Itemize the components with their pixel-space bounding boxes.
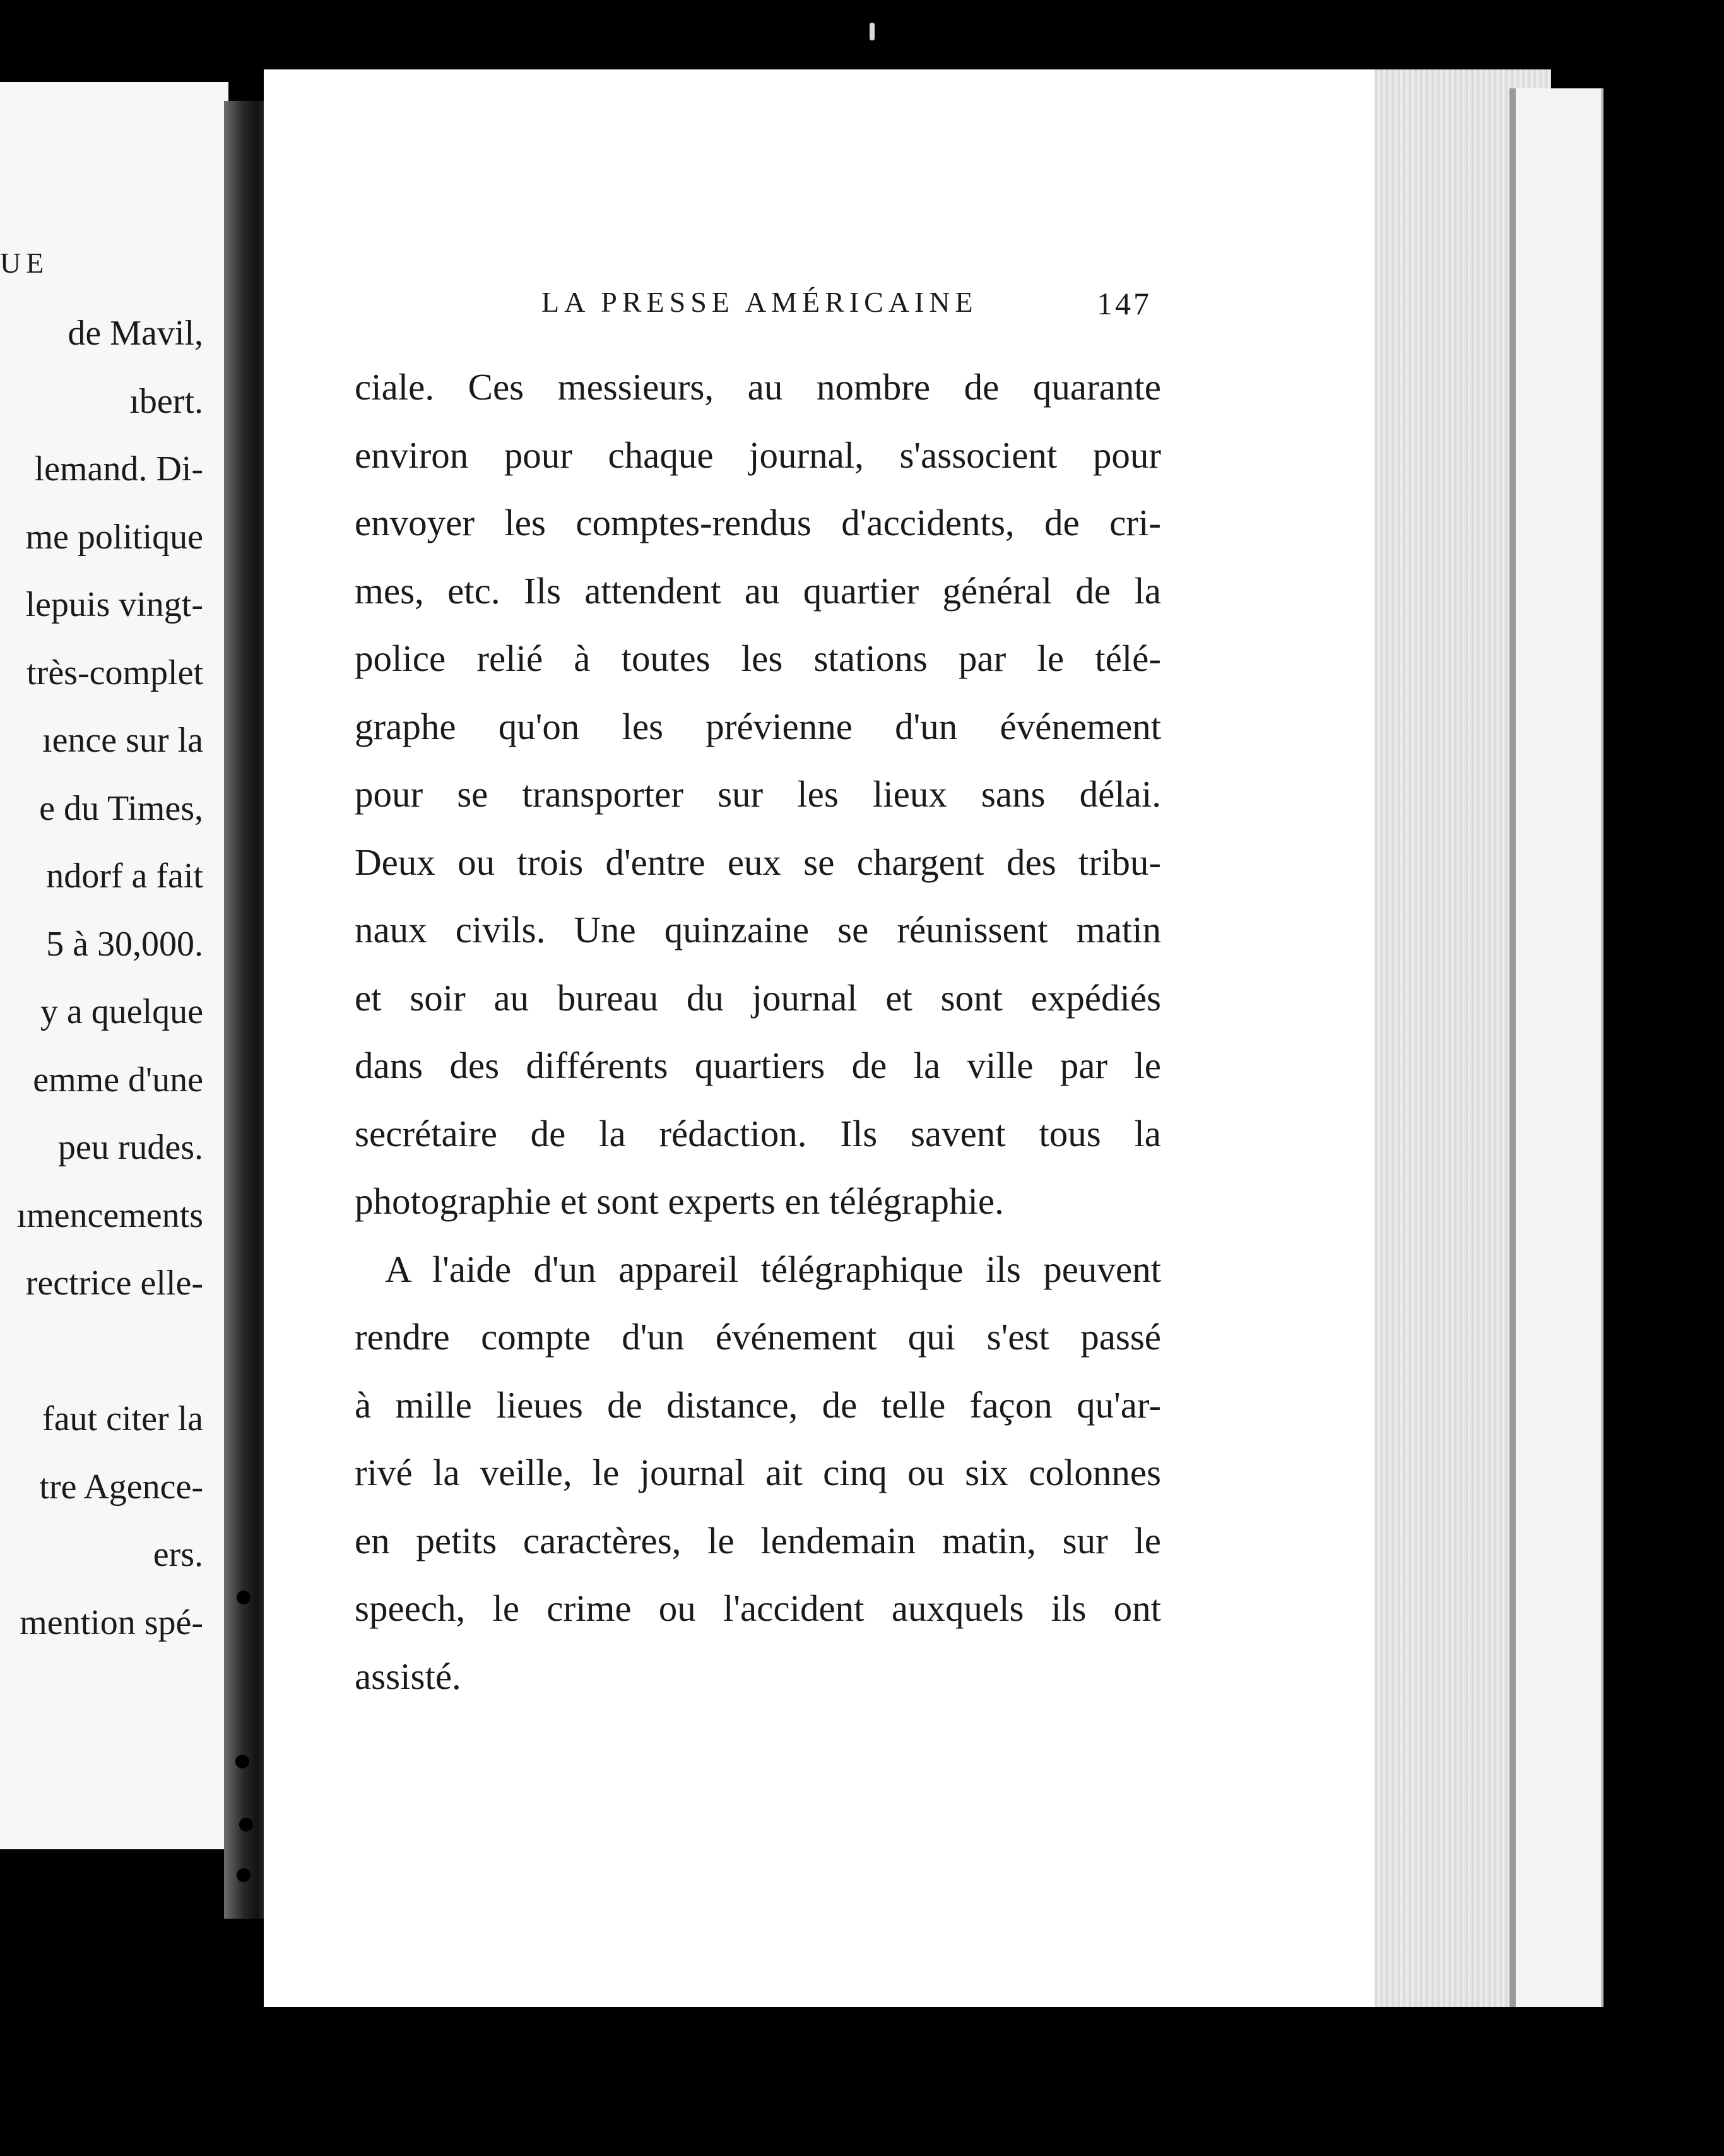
text-line: naux civils. Une quinzaine se réunissent matin — [355, 909, 1161, 951]
text-line: ciale. Ces messieurs, au nombre de quarante — [355, 366, 1161, 408]
facing-page-left — [0, 82, 228, 1849]
left-page-line: y a quelque — [40, 992, 203, 1031]
left-page-line: ıence sur la — [42, 721, 203, 760]
page-number: 147 — [1097, 286, 1152, 321]
text-line: Deux ou trois d'entre eux se chargent des tribu- — [355, 841, 1161, 883]
text-line: photographie et sont experts en télégraphie. — [355, 1180, 1004, 1222]
gutter-spot — [239, 1818, 253, 1832]
left-page-line: ımencements — [16, 1195, 203, 1235]
text-line: dans des différents quartiers de la ville par le — [355, 1045, 1161, 1086]
text-line: rendre compte d'un événement qui s'est passé — [355, 1316, 1161, 1358]
paragraph — [355, 1236, 1161, 1711]
left-page-line: ndorf a fait — [46, 856, 203, 896]
left-page-line: mention spé- — [20, 1602, 203, 1642]
left-page-line: peu rudes. — [57, 1128, 203, 1167]
left-page-line: lemand. Di- — [34, 449, 203, 489]
text-line: secrétaire de la rédaction. Ils savent tous la — [355, 1112, 1161, 1154]
scan-mark — [870, 23, 875, 40]
book-cover-edge — [1509, 88, 1603, 2007]
text-line: environ pour chaque journal, s'associent pour — [355, 434, 1161, 476]
text-line: speech, le crime ou l'accident auxquels ils ont — [355, 1587, 1161, 1629]
text-line: en petits caractères, le lendemain matin, sur le — [355, 1519, 1161, 1561]
gutter-spot — [235, 1755, 249, 1768]
text-line: et soir au bureau du journal et sont expédiés — [355, 976, 1161, 1019]
text-line: pour se transporter sur les lieux sans délai. — [355, 773, 1161, 815]
left-running-head: UE — [0, 247, 49, 279]
left-page-line: tre Agence- — [39, 1467, 203, 1507]
paragraph — [355, 353, 1161, 1236]
text-line: graphe qu'on les prévienne d'un événement — [355, 705, 1161, 747]
left-page-line: rectrice elle- — [25, 1264, 203, 1303]
text-line: A l'aide d'un appareil télégraphique ils peuvent — [385, 1248, 1161, 1290]
gutter-spot — [237, 1590, 251, 1604]
left-page-line: ers. — [153, 1535, 203, 1574]
text-line: police relié à toutes les stations par le télé- — [355, 637, 1161, 679]
text-line: mes, etc. Ils attendent au quartier général de la — [355, 569, 1161, 612]
left-page-line: de Mavil, — [68, 314, 203, 353]
left-page-line: très-complet — [27, 653, 203, 692]
left-page-line: e du Times, — [39, 788, 203, 828]
text-line: envoyer les comptes-rendus d'accidents, de cri- — [355, 502, 1161, 543]
left-page-line: me politique — [25, 517, 203, 557]
left-page-line: faut citer la — [42, 1399, 203, 1438]
gutter-spot — [237, 1868, 251, 1882]
left-page-line: emme d'une — [33, 1060, 203, 1099]
running-head: LA PRESSE AMÉRICAINE — [541, 286, 978, 318]
body-text — [355, 353, 1161, 1710]
text-line: rivé la veille, le journal ait cinq ou six colonnes — [355, 1452, 1161, 1493]
left-page-line: ıbert. — [129, 381, 203, 421]
text-line: assisté. — [355, 1655, 461, 1697]
left-page-line: lepuis vingt- — [25, 585, 203, 624]
text-line: à mille lieues de distance, de telle façon qu'ar- — [355, 1383, 1161, 1426]
left-page-line: 5 à 30,000. — [46, 924, 203, 964]
